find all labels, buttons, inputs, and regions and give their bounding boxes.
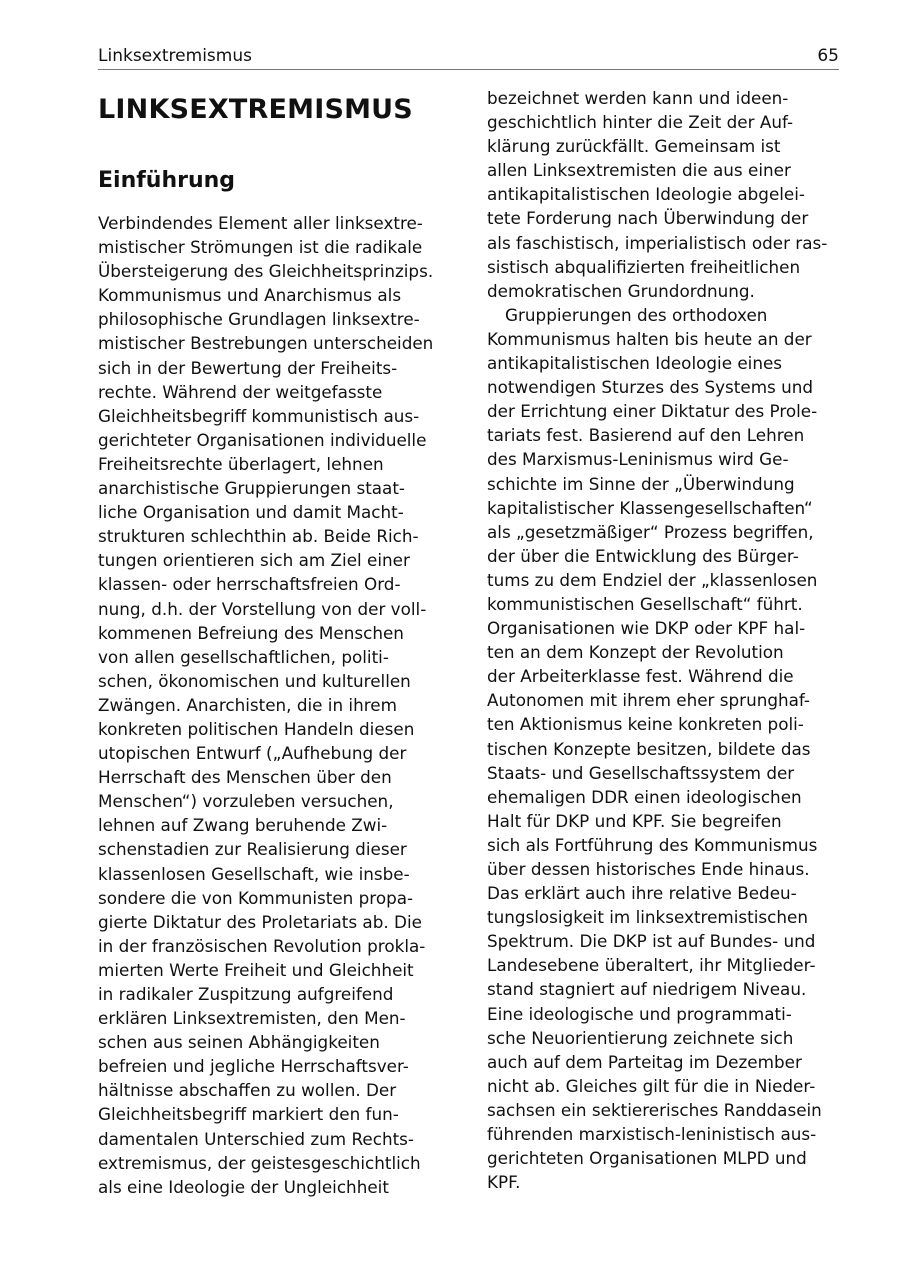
text-line: klassen- oder herrschaftsfreien Ord- <box>98 574 401 595</box>
text-line: schen aus seinen Abhängigkeiten <box>98 1032 380 1053</box>
text-line: tariats fest. Basierend auf den Lehren <box>487 425 805 446</box>
text-line: Das erklärt auch ihre relative Bedeu- <box>487 883 797 904</box>
text-line: bezeichnet werden kann und ideen- <box>487 88 789 108</box>
text-line: Herrschaft des Menschen über den <box>98 767 392 788</box>
text-line: der über die Entwicklung des Bürger- <box>487 545 799 566</box>
text-line: führenden marxistisch-leninistisch aus- <box>487 1124 817 1145</box>
text-line: Autonomen mit ihrem eher sprunghaf- <box>487 690 810 711</box>
text-line: hältnisse abschaffen zu wollen. Der <box>98 1080 397 1101</box>
running-header <box>98 44 839 70</box>
left-column <box>98 86 456 1199</box>
text-line: anarchistische Gruppierungen staat- <box>98 478 405 499</box>
text-line: Menschen“) vorzuleben versuchen, <box>98 791 394 812</box>
text-line: als faschistisch, imperialistisch oder ras- <box>487 232 828 253</box>
text-line: lehnen auf Zwang beruhende Zwi- <box>98 815 388 836</box>
left-column-text <box>98 211 456 1199</box>
right-column <box>487 86 839 1194</box>
text-line: ten an dem Konzept der Revolution <box>487 642 784 663</box>
text-line: demokratischen Grundordnung. <box>487 280 755 301</box>
text-line: ehemaligen DDR einen ideologischen <box>487 786 802 807</box>
text-line: tums zu dem Endziel der „klassenlosen <box>487 569 818 590</box>
text-line: der Arbeiterklasse fest. Während die <box>487 666 794 687</box>
text-line: gerichteter Organisationen individuelle <box>98 429 427 450</box>
text-line: mistischer Strömungen ist die radikale <box>98 237 423 258</box>
text-line: Kommunismus halten bis heute an der <box>487 328 812 349</box>
text-line: Gleichheitsbegriff markiert den fun- <box>98 1104 399 1125</box>
section-title: Einführung <box>98 168 236 193</box>
text-line: tungen orientieren sich am Ziel einer <box>98 550 410 571</box>
text-line: extremismus, der geistesgeschichtlich <box>98 1152 421 1173</box>
text-line: nicht ab. Gleiches gilt für die in Nieder- <box>487 1075 816 1096</box>
text-line: Staats- und Gesellschaftssystem der <box>487 762 795 783</box>
text-line: Verbindendes Element aller linksextre- <box>98 213 423 233</box>
text-line: Landesebene überaltert, ihr Mitglieder- <box>487 955 816 976</box>
text-line: mistischer Bestrebungen unterscheiden <box>98 333 434 354</box>
running-title: Linksextremismus <box>98 46 252 66</box>
text-line: des Marxismus-Leninismus wird Ge- <box>487 449 789 470</box>
text-line: tischen Konzepte besitzen, bildete das <box>487 738 811 759</box>
text-line: geschichtlich hinter die Zeit der Auf- <box>487 112 794 133</box>
text-line: gierte Diktatur des Proletariats ab. Die <box>98 911 422 932</box>
text-line: strukturen schlechthin ab. Beide Rich- <box>98 526 419 547</box>
text-line: sondere die von Kommunisten propa- <box>98 887 414 908</box>
right-column-text <box>487 86 839 1194</box>
text-line: schenstadien zur Realisierung dieser <box>98 839 407 860</box>
text-line: schichte im Sinne der „Überwindung <box>487 473 795 494</box>
text-line: von allen gesellschaftlichen, politi- <box>98 646 389 667</box>
text-line: tungslosigkeit im linksextremistischen <box>487 907 808 928</box>
text-line: sich in der Bewertung der Freiheits- <box>98 357 398 378</box>
text-line: auch auf dem Parteitag im Dezember <box>487 1051 802 1072</box>
text-line: gerichteten Organisationen MLPD und <box>487 1148 807 1169</box>
text-line: utopischen Entwurf („Aufhebung der <box>98 743 407 764</box>
text-line: antikapitalistischen Ideologie abgelei- <box>487 184 805 205</box>
text-line: KPF. <box>487 1172 521 1193</box>
text-line: sistisch abqualifizierten freiheitlichen <box>487 256 801 277</box>
text-line: kommenen Befreiung des Menschen <box>98 622 404 643</box>
text-line: befreien und jegliche Herrschaftsver- <box>98 1056 409 1077</box>
page-number: 65 <box>817 46 839 66</box>
text-line: als eine Ideologie der Ungleichheit <box>98 1176 389 1197</box>
text-line: damentalen Unterschied zum Rechts- <box>98 1128 414 1149</box>
text-line: tete Forderung nach Überwindung der <box>487 208 809 229</box>
text-line: sich als Fortführung des Kommunismus <box>487 834 818 855</box>
text-line: klärung zurückfällt. Gemeinsam ist <box>487 136 781 157</box>
text-line: in radikaler Zuspitzung aufgreifend <box>98 984 394 1004</box>
text-line: ten Aktionismus keine konkreten poli- <box>487 714 804 735</box>
chapter-title: LINKSEXTREMISMUS <box>98 94 413 125</box>
text-line: allen Linksextremisten die aus einer <box>487 160 791 181</box>
text-line: notwendigen Sturzes des Systems und <box>487 377 814 398</box>
text-line: Halt für DKP und KPF. Sie begreifen <box>487 810 782 831</box>
text-line: in der französischen Revolution prokla- <box>98 935 426 956</box>
text-line: der Errichtung einer Diktatur des Prole- <box>487 401 818 422</box>
text-line: liche Organisation und damit Macht- <box>98 502 404 523</box>
text-line: kommunistischen Gesellschaft“ führt. <box>487 593 803 614</box>
text-line: Zwängen. Anarchisten, die in ihrem <box>98 694 397 715</box>
text-line: Gruppierungen des orthodoxen <box>505 304 768 325</box>
text-line: nung, d.h. der Vorstellung von der voll- <box>98 598 427 619</box>
text-line: antikapitalistischen Ideologie eines <box>487 353 783 374</box>
text-line: Eine ideologische und programmati- <box>487 1003 792 1024</box>
text-line: schen, ökonomischen und kulturellen <box>98 670 411 691</box>
text-line: sche Neuorientierung zeichnete sich <box>487 1027 794 1048</box>
text-line: über dessen historisches Ende hinaus. <box>487 859 810 879</box>
text-line: rechte. Während der weitgefasste <box>98 381 383 402</box>
text-line: philosophische Grundlagen linksextre- <box>98 309 420 330</box>
text-line: erklären Linksextremisten, den Men- <box>98 1008 406 1029</box>
text-line: klassenlosen Gesellschaft, wie insbe- <box>98 863 410 884</box>
text-line: mierten Werte Freiheit und Gleichheit <box>98 959 414 980</box>
text-line: Freiheitsrechte überlagert, lehnen <box>98 453 384 474</box>
text-line: Übersteigerung des Gleichheitsprinzips. <box>98 261 434 282</box>
text-line: Spektrum. Die DKP ist auf Bundes- und <box>487 931 816 952</box>
text-line: stand stagniert auf niedrigem Niveau. <box>487 979 807 1000</box>
text-line: Gleichheitsbegriff kommunistisch aus- <box>98 405 420 426</box>
text-line: als „gesetzmäßiger“ Prozess begriffen, <box>487 521 814 542</box>
text-line: sachsen ein sektiererisches Randdasein <box>487 1099 822 1120</box>
text-line: Organisationen wie DKP oder KPF hal- <box>487 618 806 639</box>
text-line: Kommunismus und Anarchismus als <box>98 285 402 306</box>
text-line: konkreten politischen Handeln diesen <box>98 718 415 739</box>
text-line: kapitalistischer Klassengesellschaften“ <box>487 497 813 518</box>
